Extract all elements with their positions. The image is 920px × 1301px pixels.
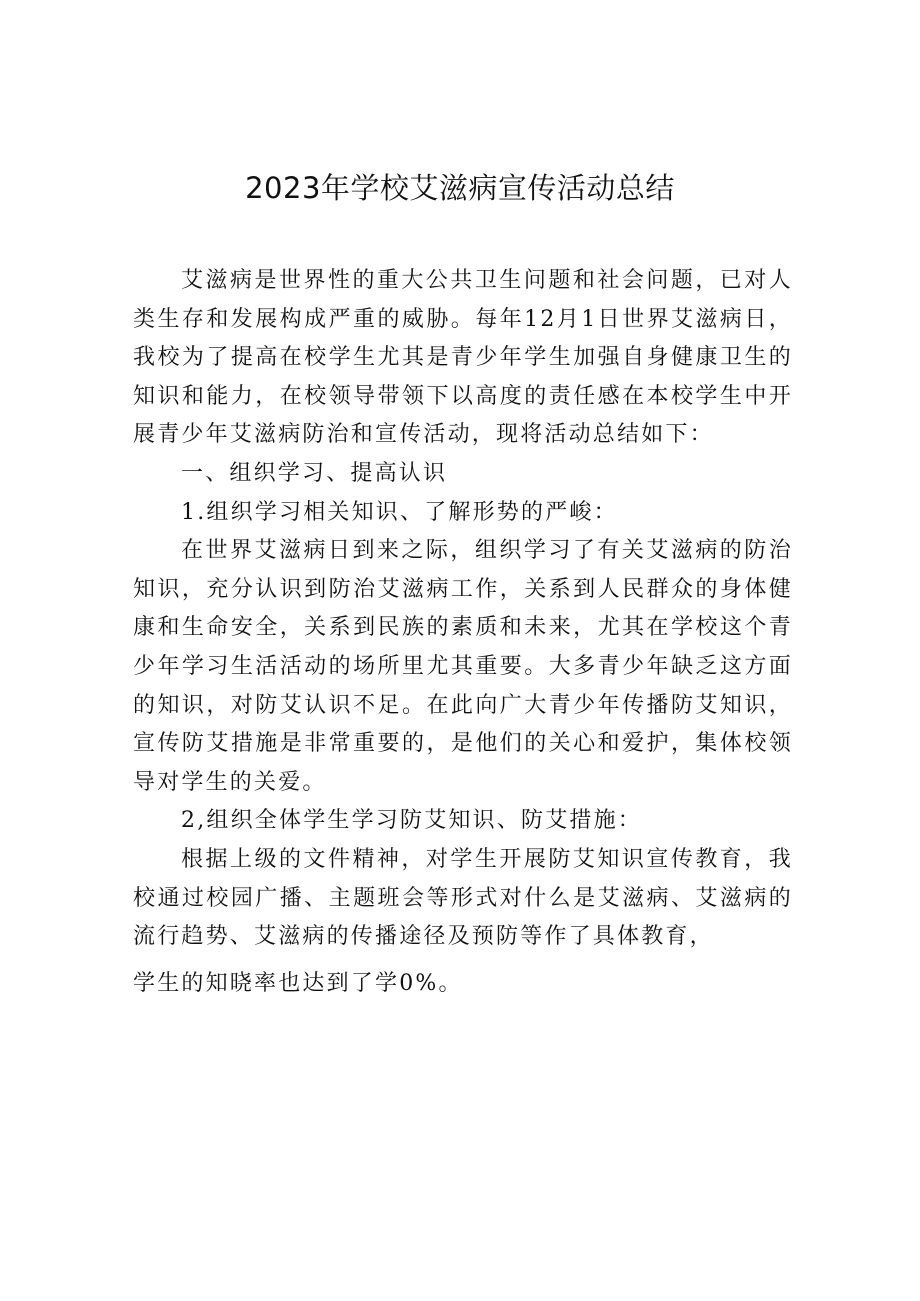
document-body: [133, 262, 793, 1003]
paragraph-section-2: 根据上级的文件精神，对学生开展防艾知识宣传教育，我校通过校园广播、主题班会等形式对什么是艾滋病、艾滋病的流行趋势、艾滋病的传播途径及预防等作了具体教育，: [133, 846, 793, 950]
document-title: 2023年学校艾滋病宣传活动总结: [245, 171, 675, 205]
paragraph-section-1: 在世界艾滋病日到来之际，组织学习了有关艾滋病的防治知识，充分认识到防治艾滋病工作，关系到人民群众的身体健康和生命安全，关系到民族的素质和未来，尤其在学校这个青少年学习生活活动的场所里尤其重要。大多青少年缺乏这方面的知识，对防艾认识不足。在此向广大青少年传播防艾知识，宣传防艾措施是非常重要的，是他们的关心和爱护，集体校领导对学生的关爱。: [133, 538, 793, 795]
subsection-heading-2: 2,组织全体学生学习防艾知识、防艾措施：: [181, 808, 642, 834]
section-heading-1: 一、组织学习、提高认识: [181, 460, 448, 486]
subsection-heading-1: 1.组织学习相关知识、了解形势的严峻：: [181, 499, 618, 525]
paragraph-intro: 艾滋病是世界性的重大公共卫生问题和社会问题，已对人类生存和发展构成严重的威胁。每年12月1日世界艾滋病日，我校为了提高在校学生尤其是青少年学生加强自身健康卫生的知识和能力，在校领导带领下以高度的责任感在本校学生中开展青少年艾滋病防治和宣传活动，现将活动总结如下：: [133, 268, 793, 448]
paragraph-awareness-rate: 学生的知晓率也达到了学0%。: [133, 970, 463, 996]
